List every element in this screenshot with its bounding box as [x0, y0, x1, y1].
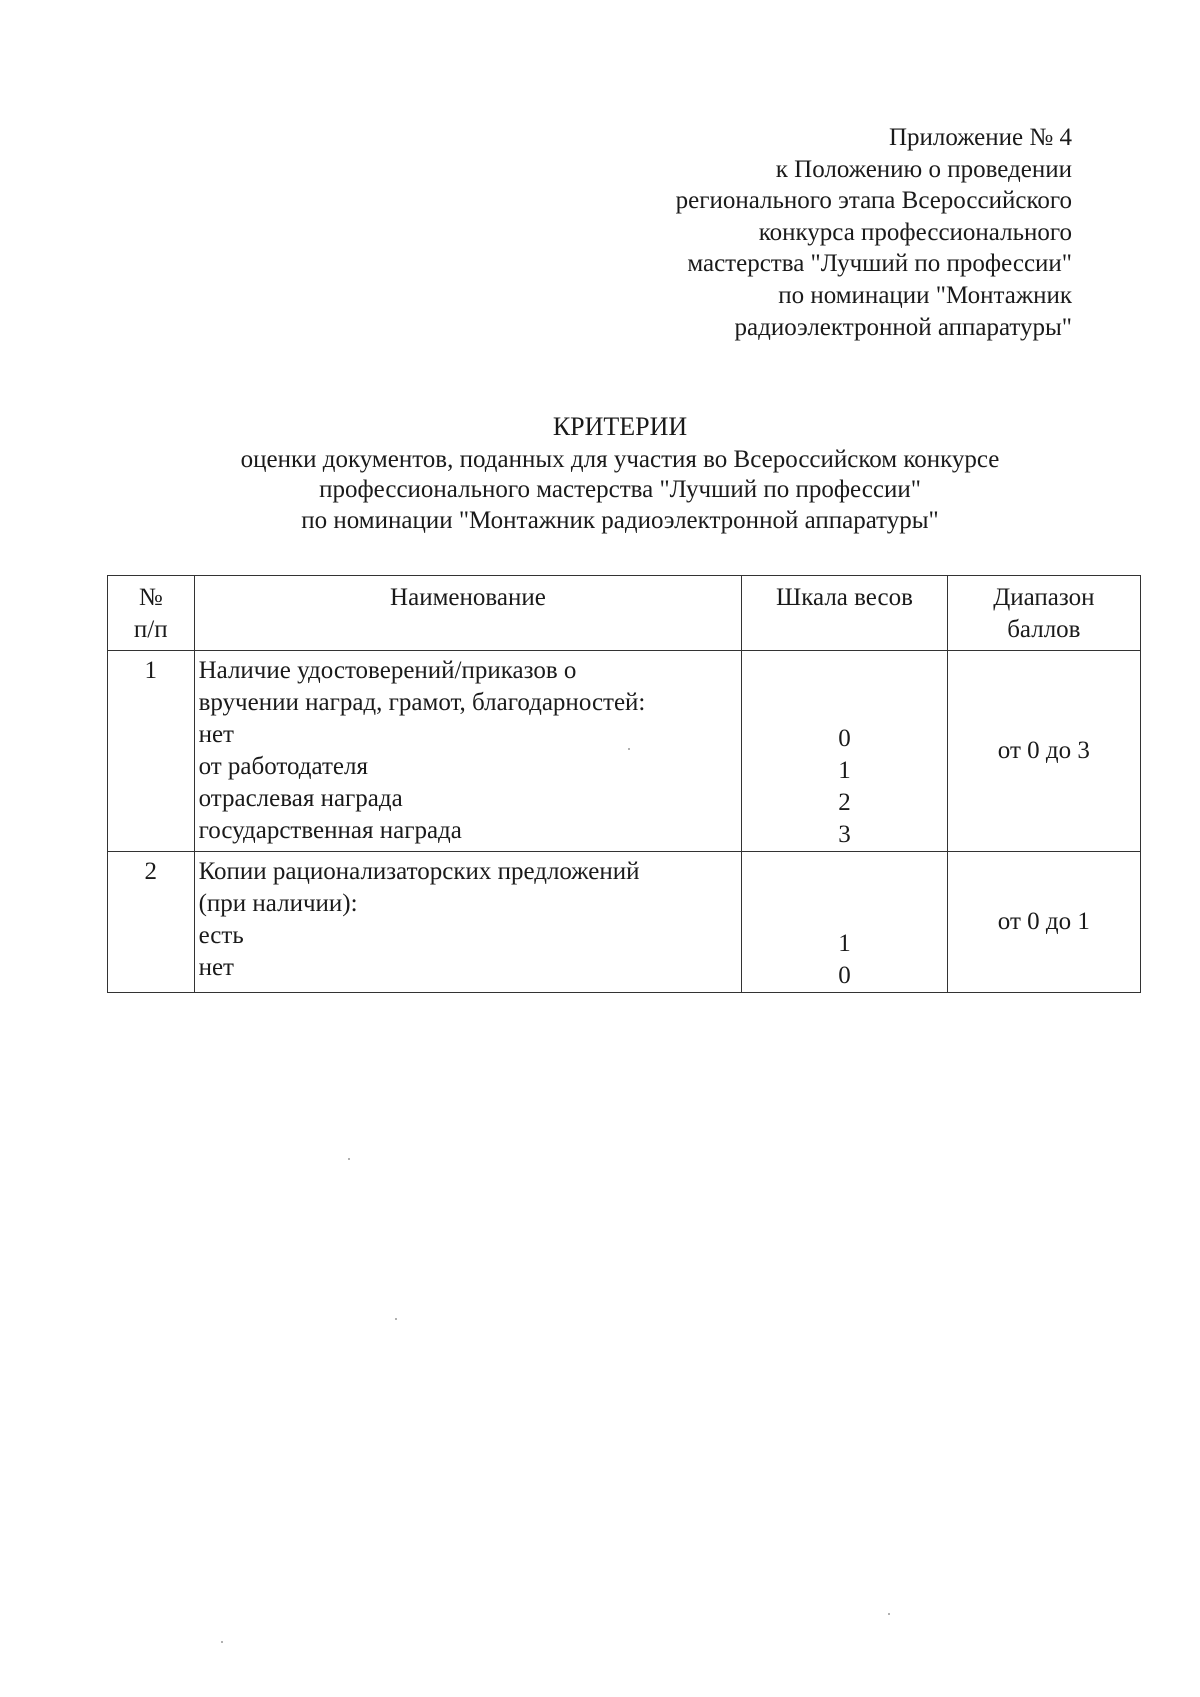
appendix-line: Приложение № 4 [888, 124, 1072, 151]
row-name-line: государственная награда [198, 817, 462, 844]
subtitle-line: профессионального мастерства "Лучший по профессии" [319, 476, 921, 503]
scan-speck [888, 1613, 890, 1615]
subtitle-line: по номинации "Монтажник радиоэлектронной аппаратуры" [301, 506, 939, 534]
row-name-line: нет [198, 721, 234, 748]
title-heading: КРИТЕРИИ [552, 412, 688, 441]
header-name [194, 576, 742, 651]
scan-speck [395, 1318, 397, 1320]
scale-value: 0 [838, 725, 851, 752]
appendix-line: к Положению о проведении [775, 155, 1072, 183]
row-name-line: от работодателя [198, 753, 368, 780]
appendix-line: конкурса профессионального [758, 218, 1072, 246]
header-range-line: баллов [1007, 616, 1081, 643]
scale-value: 3 [838, 821, 851, 848]
row-name-line: есть [198, 922, 244, 949]
scale-value: 1 [838, 930, 851, 957]
row-name-line: (при наличии): [198, 890, 358, 917]
row-name [194, 852, 742, 993]
subtitle-line: оценки документов, поданных для участия во Всероссийском конкурсе [240, 445, 1000, 473]
table-row [108, 651, 1141, 852]
scale-value: 0 [838, 962, 851, 989]
scan-speck [628, 748, 630, 750]
table-row [108, 852, 1141, 993]
appendix-line: по номинации "Монтажник [778, 281, 1072, 309]
header-range-line: Диапазон [993, 584, 1095, 611]
scale-value: 2 [838, 789, 851, 816]
row-number: 1 [108, 651, 195, 852]
header-range [947, 576, 1140, 651]
header-number-line: № [138, 584, 163, 611]
header-scale-label: Шкала весов [776, 584, 913, 611]
appendix-line: регионального этапа Всероссийского [675, 187, 1072, 215]
header-scale [742, 576, 947, 651]
scan-speck [348, 1158, 350, 1160]
row-name [194, 651, 742, 852]
row-name-line: отраслевая награда [198, 785, 403, 812]
row-number: 2 [108, 852, 195, 993]
row-scale [742, 852, 947, 993]
document-title [90, 412, 1150, 536]
appendix-line: радиоэлектронной аппаратуры" [734, 313, 1072, 341]
row-range: от 0 до 3 [947, 651, 1140, 852]
scale-value: 1 [838, 757, 851, 784]
scan-speck [221, 1641, 223, 1643]
row-scale [742, 651, 947, 852]
criteria-table [107, 575, 1141, 993]
appendix-note [552, 122, 1072, 343]
row-range: от 0 до 1 [947, 852, 1140, 993]
header-name-label: Наименование [390, 584, 546, 611]
row-name-line: Наличие удостоверений/приказов о [198, 657, 577, 684]
row-name-line: нет [198, 954, 234, 981]
row-name-line: Копии рационализаторских предложений [198, 858, 640, 885]
header-number-line: п/п [133, 616, 168, 643]
row-name-line: вручении наград, грамот, благодарностей: [198, 689, 646, 716]
appendix-line: мастерства "Лучший по профессии" [687, 250, 1072, 278]
table-header-row [108, 576, 1141, 651]
header-number [108, 576, 195, 651]
